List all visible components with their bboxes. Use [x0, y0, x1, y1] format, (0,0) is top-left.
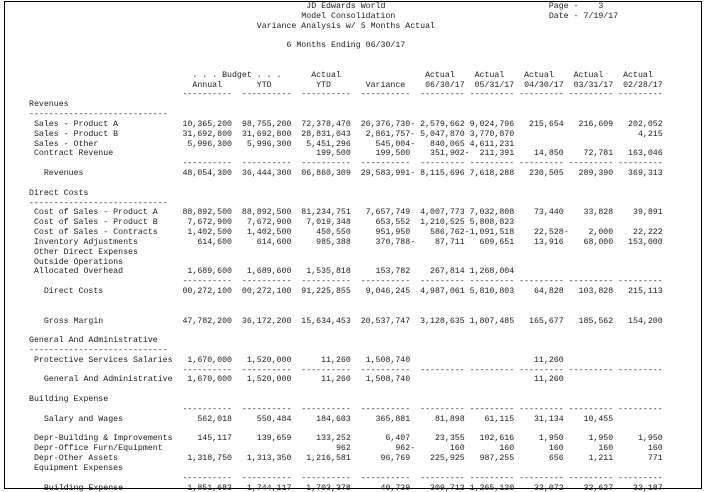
title-model-consolidation: Model Consolidation Date - 7/19/17	[29, 11, 619, 21]
row-cost-of-sales-contracts: Cost of Sales - Contracts 1,402,500 1,402,500 450,550 951,950 586,762-1,091,518 22,528- 2,000 22,222	[29, 228, 668, 238]
row-sales-other: Sales - Other 5,996,300 5,996,300 5,451,296 545,004- 840,065 4,611,231	[29, 139, 668, 149]
blank-line	[29, 179, 668, 189]
dash-separator-row: ---------- ---------- ---------- ---------- --------- --------- --------- --------- ---------	[29, 159, 668, 169]
row-sales-product-b: Sales - Product B 31,692,800 31,692,800 28,831,043 2,861,757- 5,047,870 3,770,870 4,215	[29, 129, 668, 139]
section-revenues: Revenues	[29, 100, 668, 110]
blank-line	[29, 425, 668, 435]
row-cost-of-sales-product-a: Cost of Sales - Product A 88,892,500 88,892,500 81,234,751 7,657,749 4,007,773 7,032,808 73,440 33,828 39,891	[29, 208, 668, 218]
blank-line	[29, 326, 668, 336]
dash-separator-row: ---------- ---------- ---------- ---------- --------- --------- --------- --------- ---------	[29, 365, 668, 375]
blank-line	[29, 307, 668, 317]
row-sales-product-a: Sales - Product A 10,365,200 98,755,200 72,378,470 26,376,730- 2,579,662 9,024,796 215,654 216,609 202,052	[29, 119, 668, 129]
section-underline: ----------------------------	[29, 110, 668, 120]
section-underline: ----------------------------	[29, 198, 668, 208]
row-depr-office-furn-equipment: Depr-Office Furn/Equipment 962 962- 160 160 160 160 160	[29, 444, 668, 454]
row-equipment-expenses: Equipment Expenses	[29, 463, 668, 473]
column-header-row: Annual YTD YTD Variance 06/30/17 05/31/17 04/30/17 03/31/17 02/28/17	[29, 80, 668, 90]
total-gross-margin: Gross Margin 47,782,200 36,172,200 15,634,453 20,537,747 3,128,635 1,807,485 165,677 185,562 154,200	[29, 316, 668, 326]
total-building-expense: Building Expense 1,851,683 1,744,117 1,703,378 40,739 309,712 1,265,120 32,072 32,627 32,187	[29, 483, 668, 492]
section-building-expense: Building Expense	[29, 395, 668, 405]
total-salary-and-wages: Salary and Wages 562,018 550,484 184,603 365,881 81,898 61,115 31,134 10,455	[29, 414, 668, 424]
row-inventory-adjustments: Inventory Adjustments 614,600 614,600 985,388 370,788- 87,711 609,651 13,916 68,000 153,000	[29, 237, 668, 247]
blank-line	[29, 297, 668, 307]
total-general-and-administrative: General And Administrative 1,670,000 1,520,000 11,260 1,508,740 11,260	[29, 375, 668, 385]
total-revenues: Revenues 48,054,300 36,444,300 06,860,309 29,583,991- 8,115,696 7,618,288 230,505 289,390 369,313	[29, 169, 668, 179]
row-contract-revenue: Contract Revenue 199,500 199,500 351,902- 211,391 14,850 72,781 163,046	[29, 149, 668, 159]
blank-line	[29, 31, 668, 41]
blank-line	[29, 385, 668, 395]
row-other-direct-expenses: Other Direct Expenses	[29, 247, 668, 257]
total-direct-costs: Direct Costs 00,272,100 00,272,100 91,225,855 9,046,245 4,987,061 5,810,803 64,828 103,828 215,113	[29, 287, 668, 297]
dash-separator-row: ---------- ---------- ---------- ---------- --------- --------- --------- --------- ---------	[29, 277, 668, 287]
blank-line	[29, 51, 668, 61]
row-protective-services-salaries: Protective Services Salaries 1,670,000 1,520,000 11,260 1,508,740 11,260	[29, 355, 668, 365]
column-group-header-row: . . . Budget . . . Actual Actual Actual Actual Actual Actual	[29, 70, 668, 80]
section-underline: ----------------------------	[29, 345, 668, 355]
title-variance-analysis-w-5-months-actual: Variance Analysis w/ 5 Months Actual	[29, 21, 435, 31]
title-jd-edwards-world: JD Edwards World Page - 3	[29, 2, 604, 11]
report-body	[29, 2, 668, 492]
dash-separator-row: ---------- ---------- ---------- ---------- --------- --------- --------- --------- ---------	[29, 90, 668, 100]
dash-separator-row: ---------- ---------- ---------- ---------- --------- --------- --------- --------- ---------	[29, 404, 668, 414]
title-6-months-ending-06-30-17: 6 Months Ending 06/30/17	[29, 41, 406, 51]
section-general-and-administrative: General And Administrative	[29, 336, 668, 346]
row-outside-operations: Outside Operations	[29, 257, 668, 267]
dash-separator-row: ---------- ---------- ---------- ---------- --------- --------- --------- --------- ---------	[29, 473, 668, 483]
row-cost-of-sales-product-b: Cost of Sales - Product B 7,672,900 7,672,900 7,019,348 653,552 1,210,525 5,808,823	[29, 218, 668, 228]
row-allocated-overhead: Allocated Overhead 1,689,600 1,689,600 1,535,818 153,782 267,814 1,268,004	[29, 267, 668, 277]
blank-line	[29, 61, 668, 71]
row-depr-building-improvements: Depr-Building & Improvements 145,117 139,659 133,252 6,407 23,355 102,616 1,950 1,950 1,950	[29, 434, 668, 444]
section-direct-costs: Direct Costs	[29, 188, 668, 198]
row-depr-other-assets: Depr-Other Assets 1,318,750 1,313,350 1,216,581 96,769 225,925 987,255 656 1,211 771	[29, 454, 668, 464]
